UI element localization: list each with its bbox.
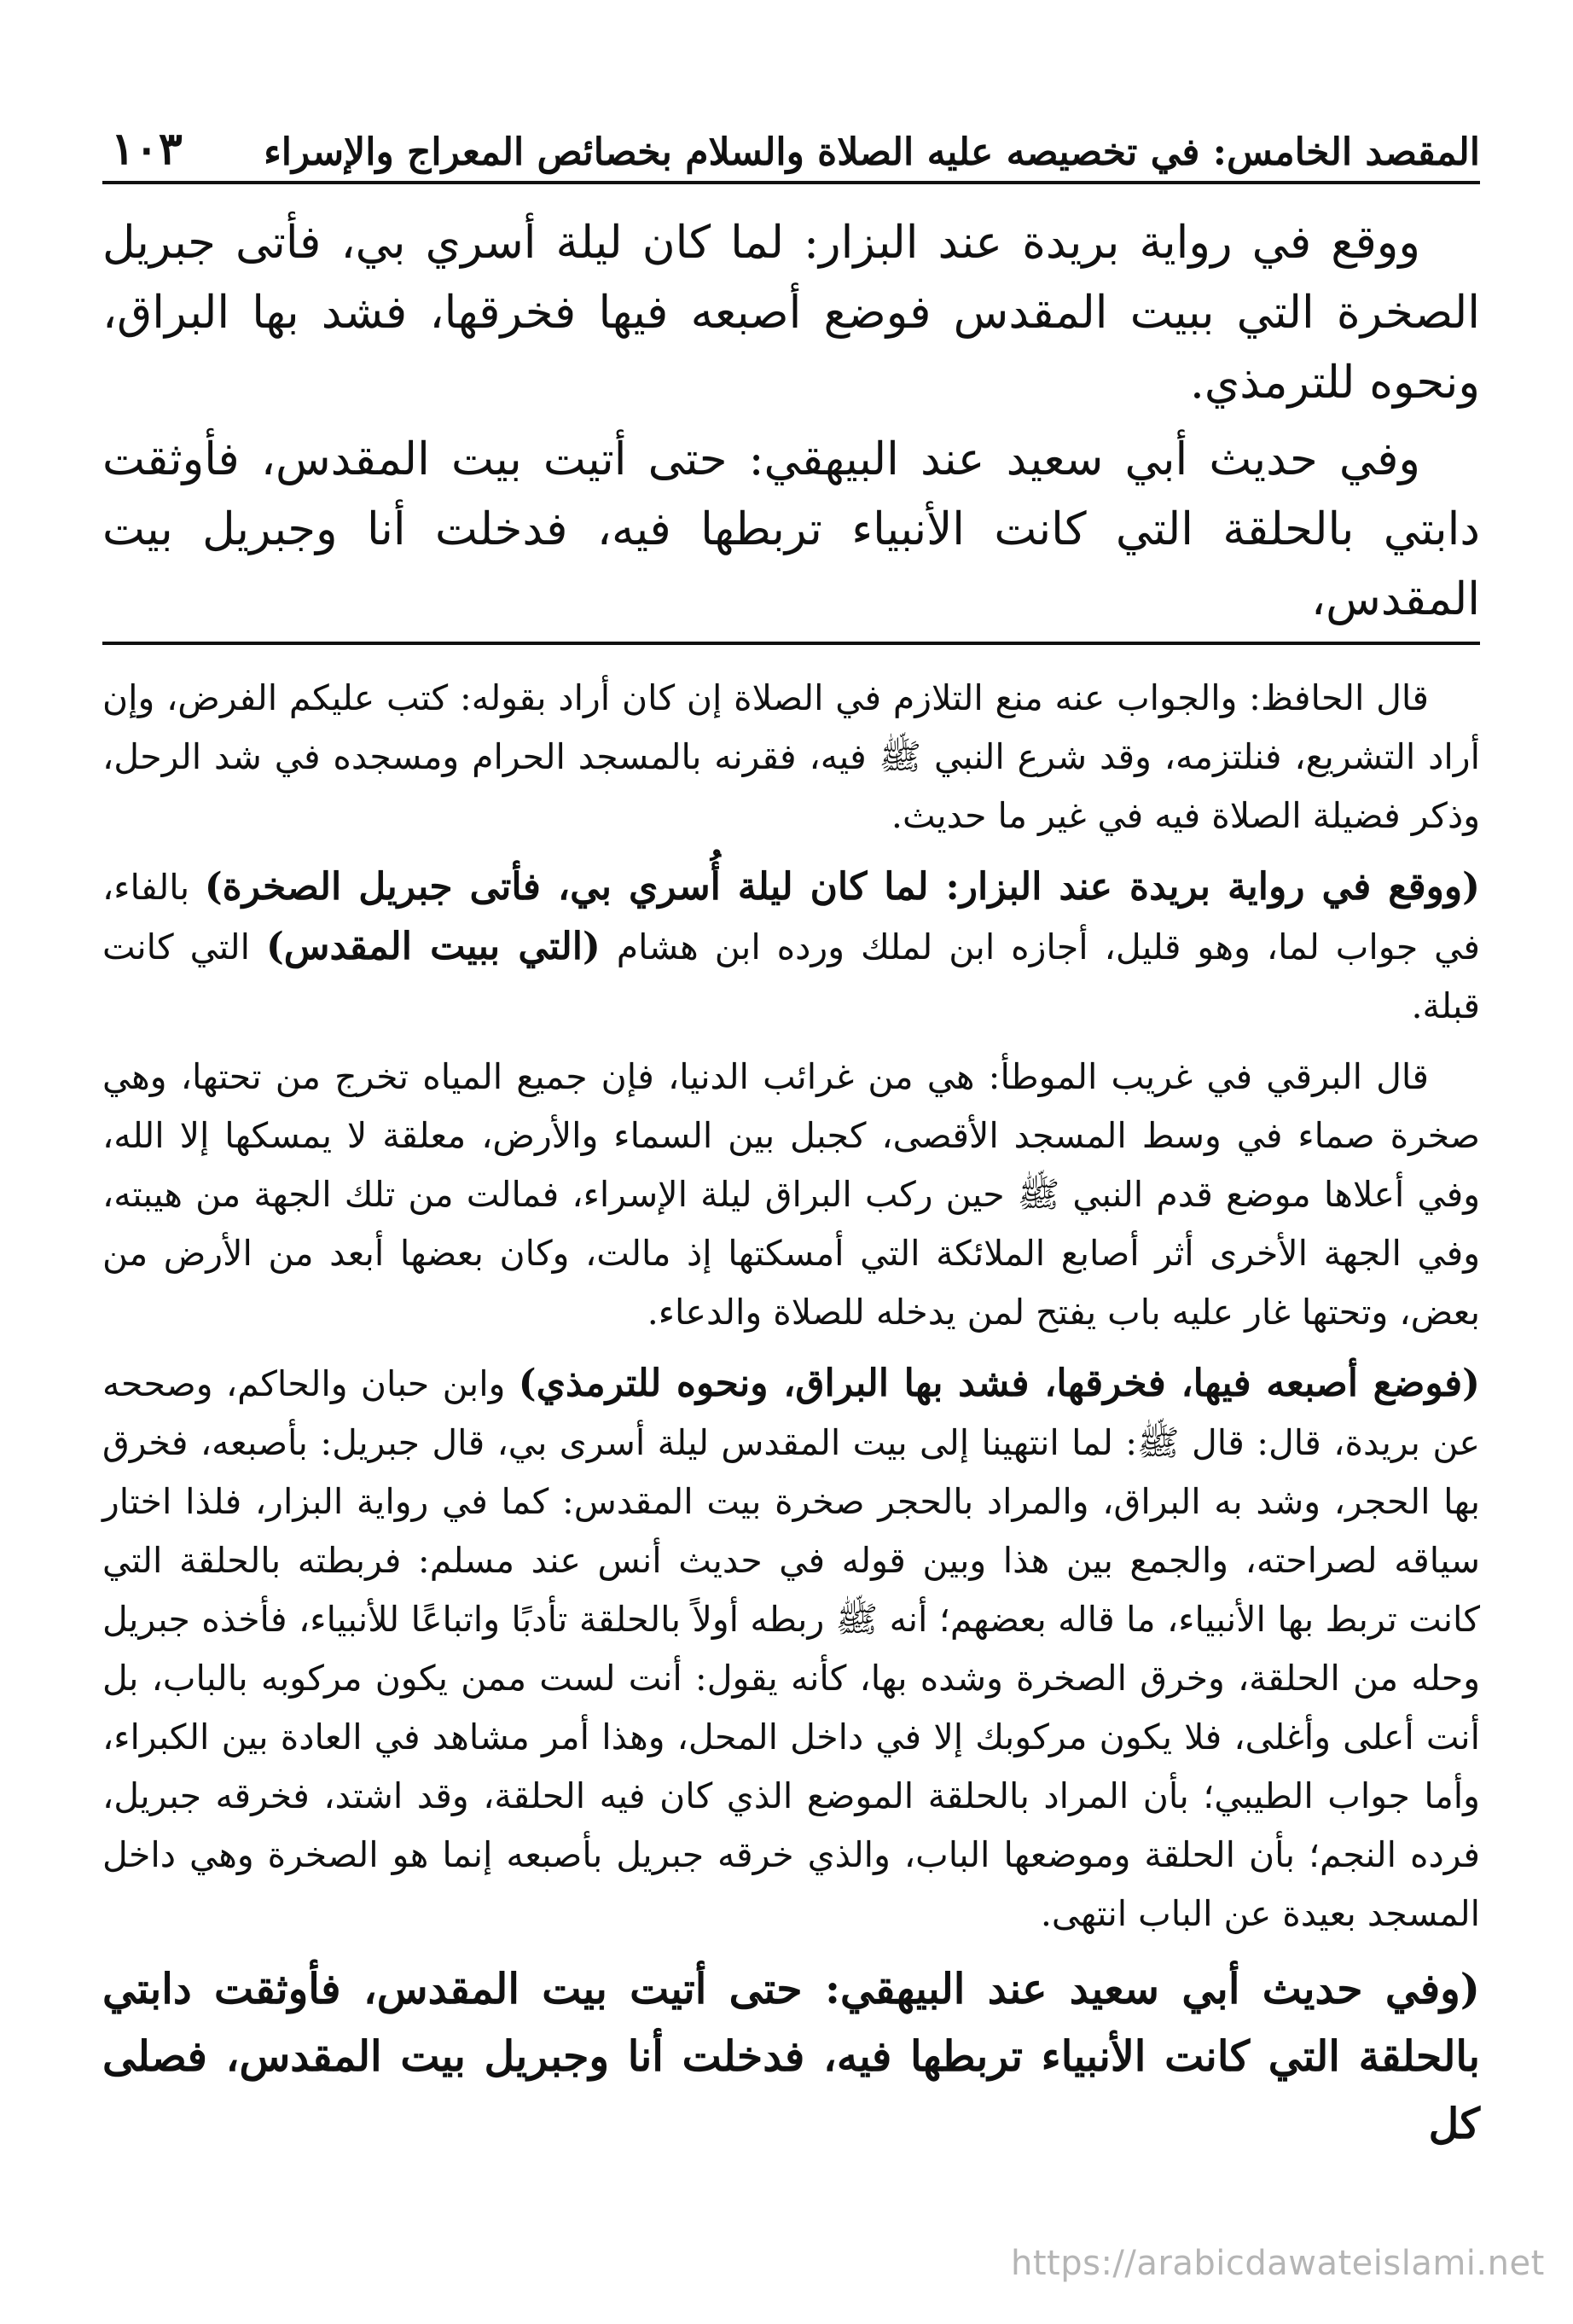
commentary-text: بالفاء، في جواب لما، وهو قليل، أجازه ابن لملك ورده ابن هشام (102, 867, 1480, 967)
commentary-paragraph (102, 857, 1480, 1036)
page-number: ١٠٣ (111, 122, 183, 175)
quoted-matn: (وفي حديث أبي سعيد عند البيهقي: حتى أتيت بيت المقدس، فأوثقت دابتي بالحلقة التي كانت الأنبياء تربطها فيه، فدخلت أنا وجبريل بيت المقدس، فصلى كل (102, 1964, 1480, 2148)
commentary-text: وابن حبان والحاكم، وصححه عن بريدة، قال: قال ﷺ: لما انتهينا إلى بيت المقدس ليلة أسرى بي، قال جبريل: بأصبعه، فخرق بها الحجر، وشد به البراق، والمراد بالحجر صخرة بيت المقدس: كما في رواية البزار، فلذا اختار سياقه لصراحته، والجمع بين هذا وبين قوله في حديث أنس عند مسلم: فربطته بالحلقة التي كانت تربط بها الأنبياء، ما قاله بعضهم؛ أنه ﷺ ربطه أولاً بالحلقة تأدبًا واتباعًا للأنبياء، فأخذه جبريل وحله من الحلقة، وخرق الصخرة وشده بها، كأنه يقول: أنت لست ممن يكون مركوبه بالباب، بل أنت أعلى وأغلى، فلا يكون مركوبك إلا في داخل المحل، وهذا أمر مشاهد في العادة بين الكبراء، وأما جواب الطيبي؛ بأن المراد بالحلقة الموضع الذي كان فيه الحلقة، وقد اشتد، فخرقه جبريل، فرده النجم؛ بأن الحلقة وموضعها الباب، والذي خرقه جبريل بأصبعه إنما هو الصخرة وهي داخل المسجد بعيدة عن الباب انتهى. (102, 1363, 1480, 1934)
commentary-paragraph: قال الحافظ: والجواب عنه منع التلازم في الصلاة إن كان أراد بقوله: كتب عليكم الفرض، وإن أراد التشريع، فنلتزمه، وقد شرع النبي ﷺ فيه، فقرنه بالمسجد الحرام ومسجده في شد الرحل، وذكر فضيلة الصلاة فيه في غير ما حديث. (102, 677, 1480, 836)
main-paragraph: وفي حديث أبي سعيد عند البيهقي: حتى أتيت بيت المقدس، فأوثقت دابتي بالحلقة التي كانت الأنبياء تربطها فيه، فدخلت أنا وجبريل بيت المقدس، (102, 433, 1480, 625)
commentary-paragraph (102, 1955, 1480, 2158)
quoted-matn: (التي ببيت المقدس) (265, 925, 601, 968)
main-paragraph: ووقع في رواية بريدة عند البزار: لما كان ليلة أسري بي، فأتى جبريل الصخرة التي ببيت المقدس فوضع أصبعه فيها فخرقها، فشد بها البراق، ونحوه للترمذي. (102, 217, 1480, 409)
commentary-paragraph (102, 1354, 1480, 1943)
quoted-matn: (فوضع أصبعه فيها، فخرقها، فشد بها البراق، ونحوه للترمذي) (518, 1362, 1480, 1405)
text-commentary-divider (102, 642, 1480, 645)
page-header (102, 94, 1480, 176)
main-text (102, 208, 1480, 635)
header-rule (102, 181, 1480, 184)
commentary (102, 669, 1480, 2158)
book-page (102, 94, 1480, 2170)
running-title: المقصد الخامس: في تخصيصه عليه الصلاة والسلام بخصائص المعراج والإسراء (264, 131, 1480, 175)
site-watermark: https://arabicdawateislami.net (1011, 2244, 1545, 2283)
commentary-paragraph: قال البرقي في غريب الموطأ: هي من غرائب الدنيا، فإن جميع المياه تخرج من تحتها، وهي صخرة صماء في وسط المسجد الأقصى، كجبل بين السماء والأرض، معلقة لا يمسكها إلا الله، وفي أعلاها موضع قدم النبي ﷺ حين ركب البراق ليلة الإسراء، فمالت من تلك الجهة من هيبته، وفي الجهة الأخرى أثر أصابع الملائكة التي أمسكتها إذ مالت، وكان بعضها أبعد من الأرض من بعض، وتحتها غار عليه باب يفتح لمن يدخله للصلاة والدعاء. (102, 1056, 1480, 1333)
commentary-text: التي كانت قبلة. (102, 927, 1480, 1026)
quoted-matn: (ووقع في رواية بريدة عند البزار: لما كان ليلة أُسري بي، فأتى جبريل الصخرة) (204, 865, 1480, 909)
